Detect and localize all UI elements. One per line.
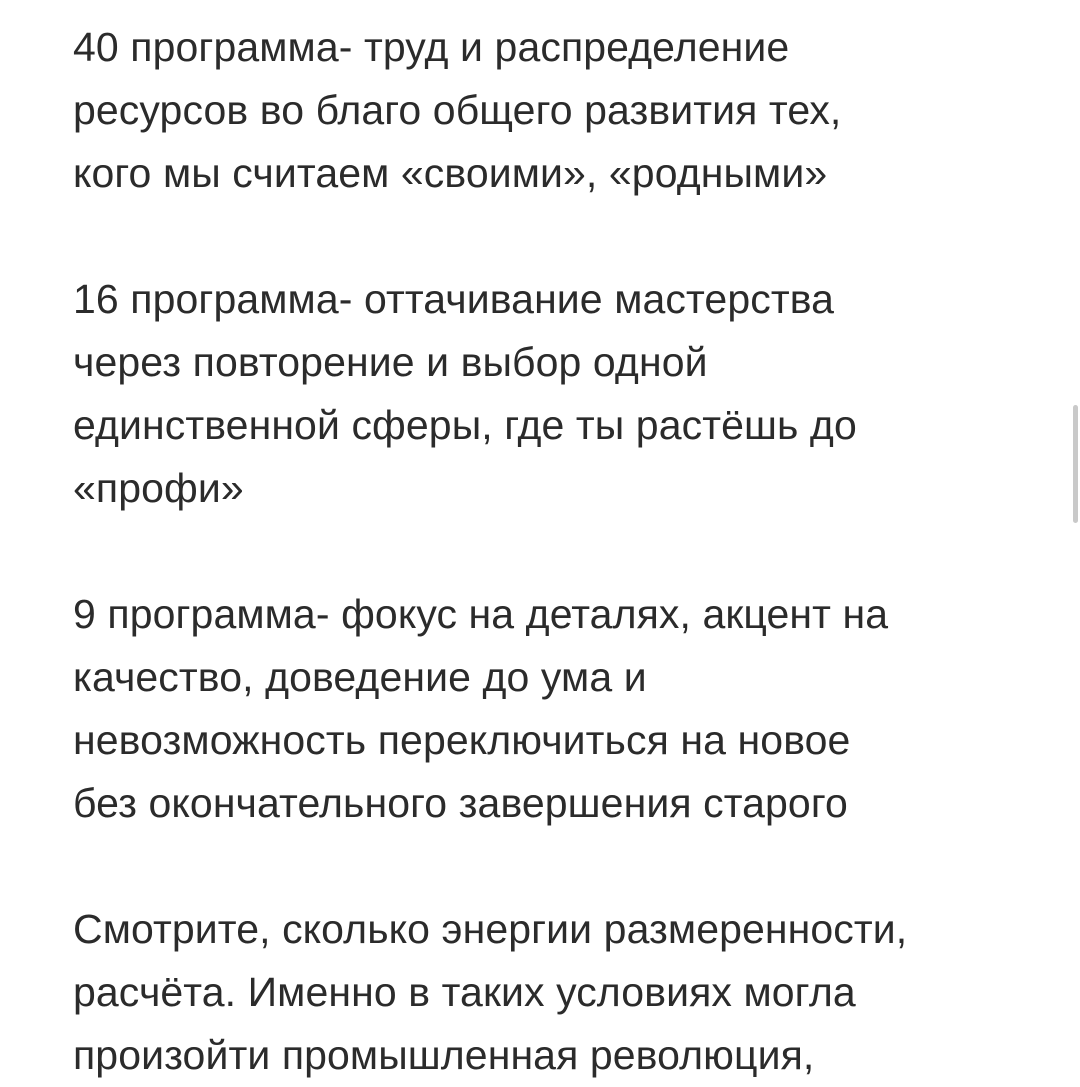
paragraph-gap — [73, 835, 1033, 898]
text-line: кого мы считаем «своими», «родными» — [73, 150, 828, 196]
paragraph-gap — [73, 520, 1033, 583]
text-line: через повторение и выбор одной — [73, 339, 708, 385]
text-line: качество, доведение до ума и — [73, 654, 647, 700]
text-line: 16 программа- оттачивание мастерства — [73, 276, 835, 322]
paragraph-16-program — [73, 268, 1033, 520]
text-line: произойти промышленная революция, — [73, 1032, 815, 1078]
text-line: без окончательного завершения старого — [73, 780, 848, 826]
text-line: 40 программа- труд и распределение — [73, 24, 790, 70]
text-line: Смотрите, сколько энергии размеренности, — [73, 906, 908, 952]
paragraph-conclusion — [73, 898, 1033, 1087]
note-body[interactable] — [73, 16, 1033, 1087]
text-line: ресурсов во благо общего развития тех, — [73, 87, 842, 133]
text-line: расчёта. Именно в таких условиях могла — [73, 969, 856, 1015]
text-line: невозможность переключиться на новое — [73, 717, 851, 763]
paragraph-40-program — [73, 16, 1033, 205]
text-line: единственной сферы, где ты растёшь до — [73, 402, 857, 448]
text-line: «профи» — [73, 465, 244, 511]
text-line: 9 программа- фокус на деталях, акцент на — [73, 591, 889, 637]
scrollbar-thumb[interactable] — [1073, 405, 1078, 523]
paragraph-gap — [73, 205, 1033, 268]
paragraph-9-program — [73, 583, 1033, 835]
